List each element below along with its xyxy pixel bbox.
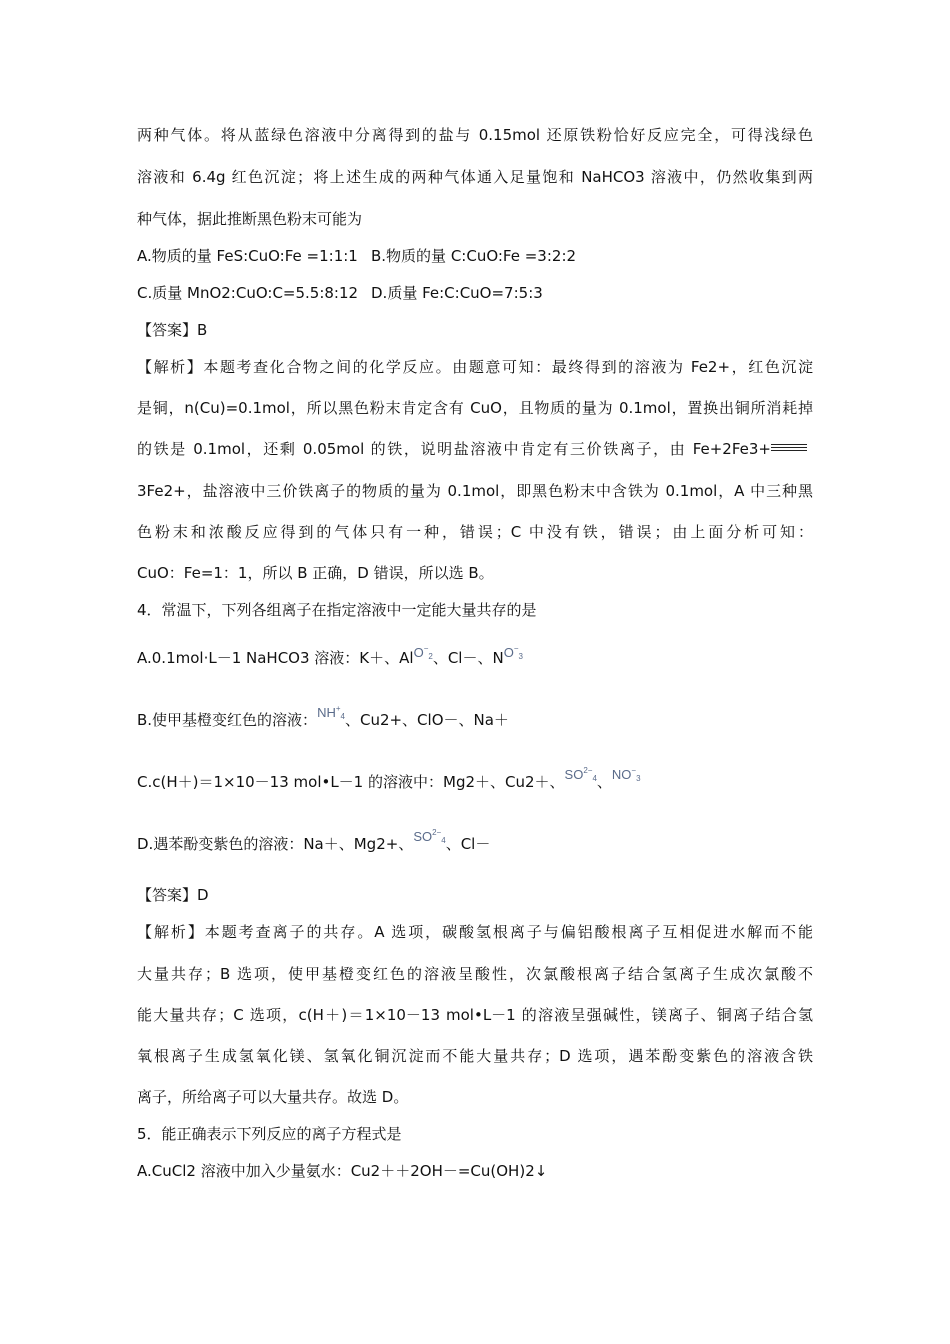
sulfate-ion-charge: 2−: [583, 766, 593, 775]
sulfate-ion-symbol: SO: [413, 829, 433, 844]
nitrate-ion-subscript: 3: [636, 774, 641, 783]
q4-option-b: [137, 704, 509, 730]
ammonium-ion-subscript: 4: [340, 712, 345, 721]
q4-analysis-line-3: 能大量共存；C 选项，c(H＋)＝1×10－13 mol•L－1 的溶液呈强碱性，镁离子、铜离子结合氢: [137, 1006, 813, 1024]
q3-analysis-line-4: 3Fe2+，盐溶液中三价铁离子的物质的量为 0.1mol，即黑色粉末中含铁为 0.1mol，A 中三种黑: [137, 482, 813, 500]
ammonium-ion-symbol: NH: [317, 705, 336, 720]
q4-option-c-separator: 、: [596, 773, 612, 791]
q3-analysis-line-1: 【解析】本题考查化合物之间的化学反应。由题意可知：最终得到的溶液为 Fe2+，红色沉淀: [137, 358, 813, 376]
sulfate-ion-charge: 2−: [432, 828, 442, 837]
sulfate-ion-subscript: 4: [592, 774, 597, 783]
q4-analysis-line-2: 大量共存；B 选项，使甲基橙变红色的溶液呈酸性，次氯酸根离子结合氢离子生成次氯酸不: [137, 965, 813, 983]
nitrate-ion-charge: −: [631, 766, 637, 775]
nitrate-ion-charge: −: [513, 644, 519, 653]
q4-option-a-prefix: A.0.1mol·L－1 NaHCO3 溶液：K＋、Al: [137, 649, 414, 667]
q4-option-d-prefix: D.遇苯酚变紫色的溶液：Na＋、Mg2+、: [137, 835, 414, 853]
sulfate-ion: [413, 828, 446, 845]
q3-option-b: B.物质的量 C:CuO:Fe =3:2:2: [371, 247, 577, 265]
sulfate-ion-subscript: 4: [441, 836, 446, 845]
q5-option-a: A.CuCl2 溶液中加入少量氨水：Cu2＋＋2OH－=Cu(OH)2↓: [137, 1162, 548, 1180]
q3-analysis-line-6: CuO：Fe=1：1，所以 B 正确，D 错误，所以选 B。: [137, 564, 494, 582]
aluminate-ion-subscript: 2: [428, 652, 433, 661]
equals-sign-icon: [771, 444, 807, 452]
q4-analysis-line-1: 【解析】本题考查离子的共存。A 选项，碳酸氢根离子与偏铝酸根离子互相促进水解而不能: [137, 923, 813, 941]
nitrate-ion-symbol: NO: [611, 767, 632, 782]
q3-analysis-line-2: 是铜，n(Cu)=0.1mol，所以黑色粉末肯定含有 CuO，且物质的量为 0.1mol，置换出铜所消耗掉: [137, 399, 813, 417]
nitrate-ion-subscript: 3: [518, 652, 523, 661]
q3-option-a: A.物质的量 FeS:CuO:Fe =1:1:1: [137, 247, 358, 265]
q4-option-d: [137, 828, 491, 854]
q3-option-c: C.质量 MnO2:CuO:C=5.5:8:12: [137, 284, 359, 302]
q4-answer: 【答案】D: [137, 886, 209, 904]
sulfate-ion: [564, 766, 597, 783]
q4-option-c: [137, 766, 641, 792]
nitrate-ion-fragment: [503, 644, 523, 661]
q5-stem: 5．能正确表示下列反应的离子方程式是: [137, 1125, 402, 1143]
q4-option-c-prefix: C.c(H＋)＝1×10－13 mol•L－1 的溶液中：Mg2＋、Cu2＋、: [137, 773, 565, 791]
nitrate-ion-symbol: O: [503, 645, 514, 660]
q3-text-line-3: 种气体，据此推断黑色粉末可能为: [137, 210, 363, 228]
q4-option-b-prefix: B.使甲基橙变红色的溶液：: [137, 711, 318, 729]
q3-analysis-line-3: 的铁是 0.1mol，还剩 0.05mol 的铁，说明盐溶液中肯定有三价铁离子，由 Fe+2Fe3+: [137, 440, 771, 458]
q4-option-a: [137, 644, 523, 668]
q4-analysis-line-4: 氧根离子生成氢氧化镁、氢氧化铜沉淀而不能大量共存；D 选项，遇苯酚变紫色的溶液含铁: [137, 1047, 813, 1065]
nitrate-ion: [611, 766, 641, 783]
q3-analysis-line-3-row: [137, 439, 813, 459]
q4-option-a-middle: 、Cl－、N: [432, 649, 504, 667]
q3-analysis-line-5: 色粉末和浓酸反应得到的气体只有一种，错误；C 中没有铁，错误；由上面分析可知：: [137, 523, 813, 541]
q4-option-b-suffix: 、Cu2+、ClO－、Na＋: [344, 711, 509, 729]
q3-answer: 【答案】B: [137, 321, 208, 339]
q4-analysis-line-5: 离子，所给离子可以大量共存。故选 D。: [137, 1088, 409, 1106]
q4-stem: 4．常温下，下列各组离子在指定溶液中一定能大量共存的是: [137, 601, 537, 619]
q3-text-line-1: 两种气体。将从蓝绿色溶液中分离得到的盐与 0.15mol 还原铁粉恰好反应完全，可得浅绿色: [137, 126, 813, 144]
sulfate-ion-symbol: SO: [564, 767, 584, 782]
ammonium-ion-charge: +: [335, 704, 341, 713]
q4-option-d-suffix: 、Cl－: [445, 835, 491, 853]
aluminate-ion-charge: −: [423, 644, 429, 653]
ammonium-ion: [317, 704, 345, 721]
aluminate-ion-symbol: O: [413, 645, 424, 660]
q3-text-line-2: 溶液和 6.4g 红色沉淀；将上述生成的两种气体通入足量饱和 NaHCO3 溶液中，仍然收集到两: [137, 168, 813, 186]
aluminate-ion-fragment: [413, 644, 433, 661]
q3-option-d: D.质量 Fe:C:CuO=7:5:3: [371, 284, 543, 302]
